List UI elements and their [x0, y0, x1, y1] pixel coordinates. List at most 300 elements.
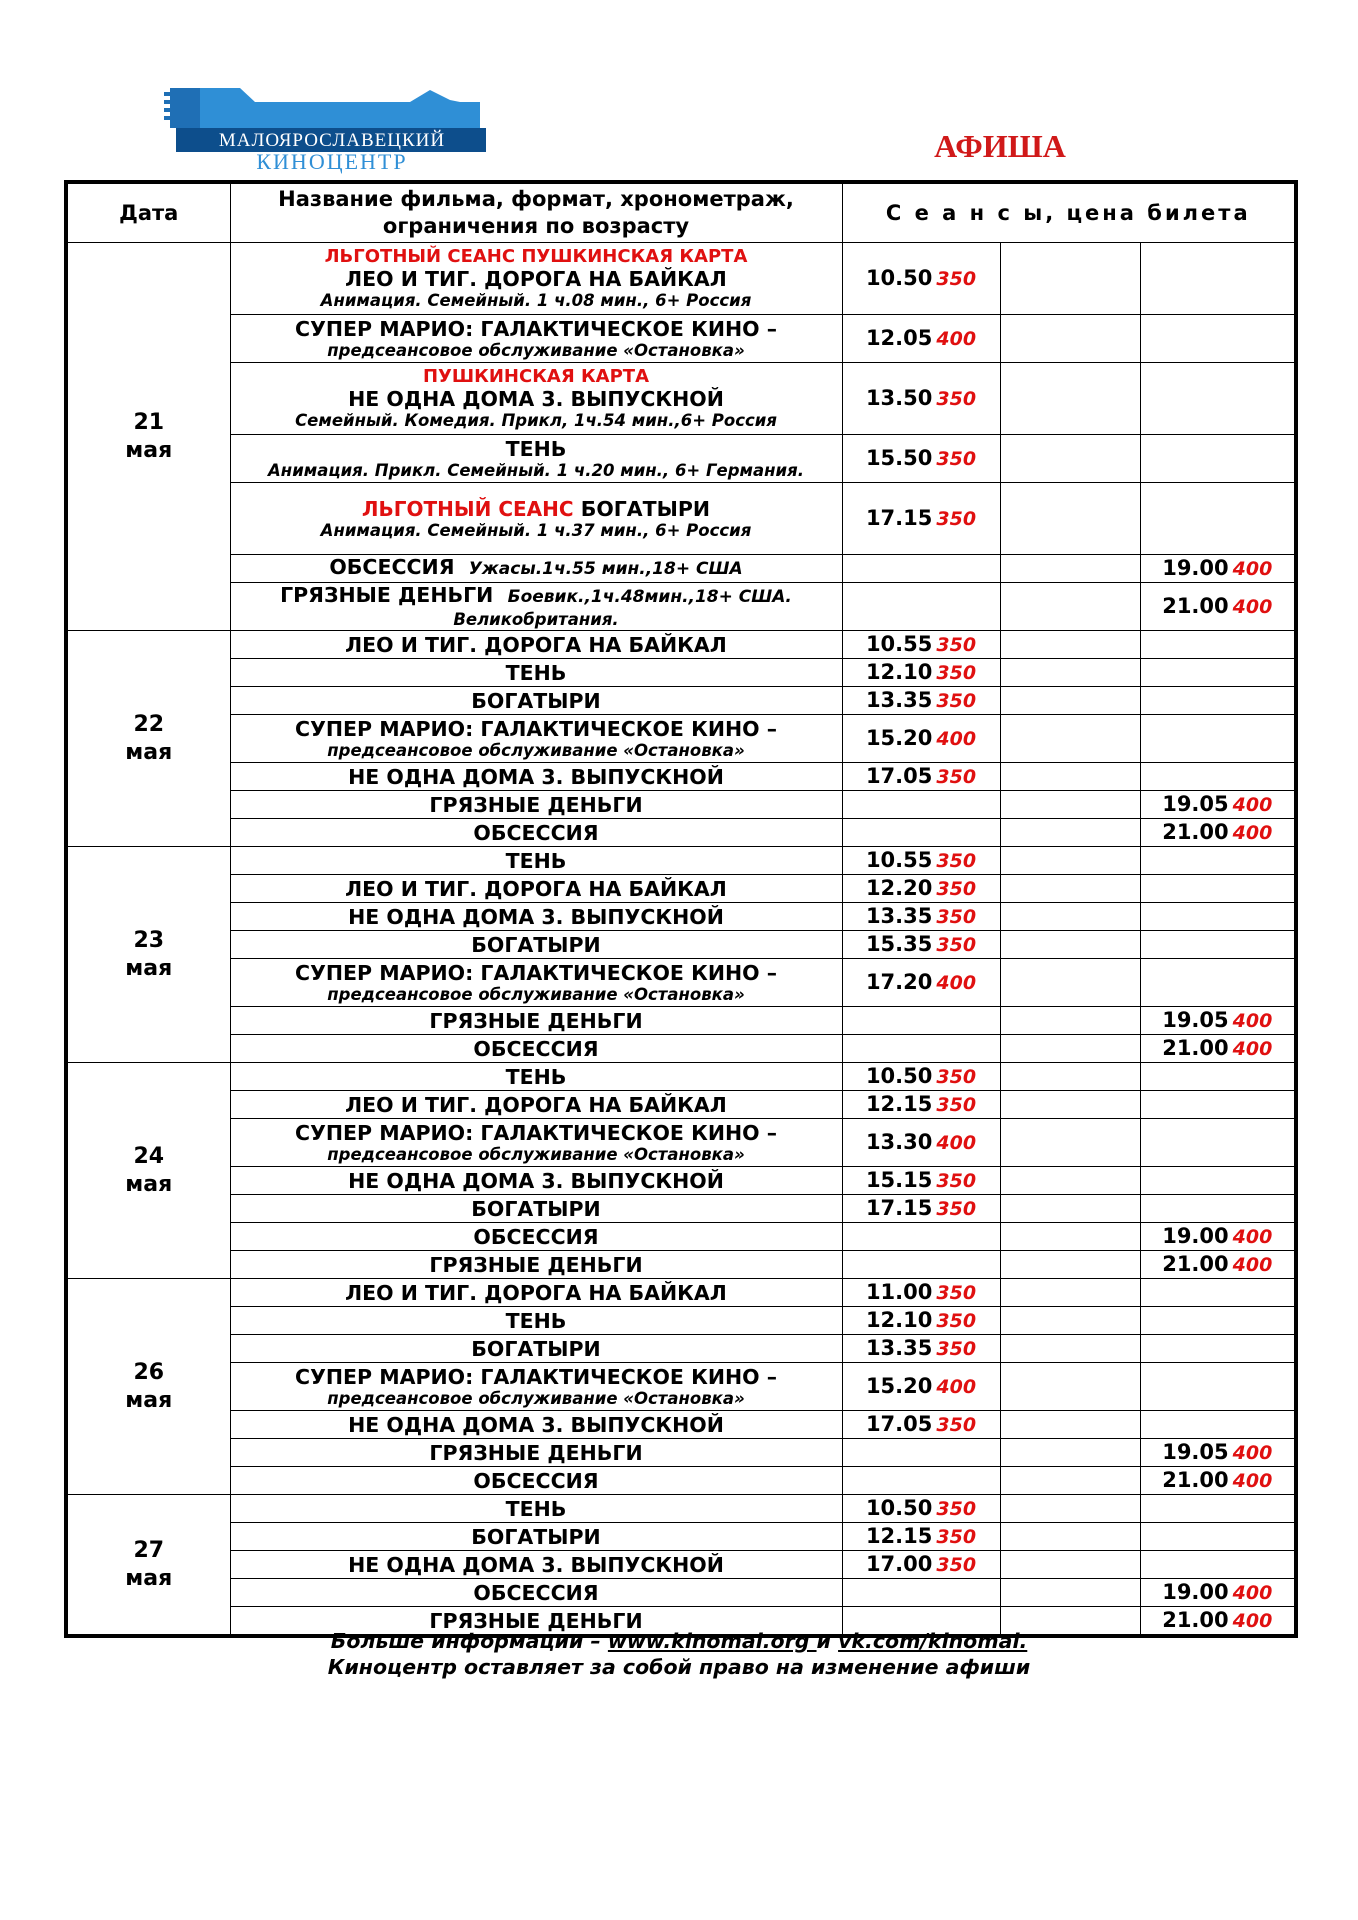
session-slot-1 — [842, 483, 1000, 555]
session-time: 19.05 — [1162, 1008, 1229, 1032]
schedule-row — [66, 1579, 1296, 1607]
session-slot-3 — [1140, 1091, 1296, 1119]
schedule-row — [66, 1467, 1296, 1495]
schedule-row — [66, 1167, 1296, 1195]
film-title: ОБСЕССИЯ — [473, 1224, 599, 1249]
session-time: 17.15 — [865, 1196, 933, 1220]
session-slot-3 — [1140, 1579, 1296, 1607]
film-promo-tag: ЛЬГОТНЫЙ СЕАНС ПУШКИНСКАЯ КАРТА — [324, 246, 748, 267]
day-date-cell — [66, 631, 230, 847]
session-slot-3 — [1140, 1495, 1296, 1523]
session-slot-3 — [1140, 1551, 1296, 1579]
session-time: 11.00 — [865, 1280, 933, 1304]
schedule-row — [66, 1195, 1296, 1223]
ticket-price: 400 — [1232, 1226, 1273, 1248]
day-number: 23 — [133, 927, 165, 953]
film-title: БОГАТЫРИ — [580, 496, 711, 521]
film-info: предсеансовое обслуживание «Остановка» — [327, 984, 745, 1004]
film-cell — [230, 243, 842, 315]
film-title: ГРЯЗНЫЕ ДЕНЬГИ — [429, 1440, 643, 1465]
film-title: СУПЕР МАРИО: ГАЛАКТИЧЕСКОЕ КИНО – — [295, 960, 777, 985]
session-slot-3 — [1140, 583, 1296, 631]
schedule-row — [66, 583, 1296, 631]
session-slot-1 — [842, 1091, 1000, 1119]
film-cell — [230, 791, 842, 819]
film-cell — [230, 1523, 842, 1551]
session-time: 19.00 — [1162, 1580, 1229, 1604]
schedule-row — [66, 819, 1296, 847]
session-slot-3 — [1140, 435, 1296, 483]
film-title-line — [233, 583, 840, 610]
day-date-cell — [66, 1495, 230, 1637]
schedule-row — [66, 555, 1296, 583]
day-month: мая — [125, 739, 173, 765]
schedule-row — [66, 315, 1296, 363]
session-slot-2 — [1000, 1167, 1140, 1195]
film-promo-tag: ЛЬГОТНЫЙ СЕАНС — [361, 496, 574, 521]
schedule-row — [66, 763, 1296, 791]
film-title: ГРЯЗНЫЕ ДЕНЬГИ — [429, 792, 643, 817]
schedule-row — [66, 243, 1296, 315]
schedule-row — [66, 1119, 1296, 1167]
film-cell — [230, 1195, 842, 1223]
film-cell — [230, 1063, 842, 1091]
session-slot-2 — [1000, 959, 1140, 1007]
session-slot-2 — [1000, 903, 1140, 931]
session-slot-3 — [1140, 1307, 1296, 1335]
ticket-price: 400 — [936, 1376, 977, 1398]
session-slot-1 — [842, 903, 1000, 931]
ticket-price: 350 — [936, 1338, 977, 1360]
film-title-line — [233, 555, 840, 582]
session-slot-3 — [1140, 959, 1296, 1007]
session-slot-3 — [1140, 315, 1296, 363]
film-info: Ужасы.1ч.55 мин.,18+ США — [468, 559, 743, 579]
film-info: предсеансовое обслуживание «Остановка» — [327, 1388, 745, 1408]
film-title: СУПЕР МАРИО: ГАЛАКТИЧЕСКОЕ КИНО – — [295, 1120, 777, 1145]
schedule-row — [66, 1363, 1296, 1411]
session-slot-2 — [1000, 931, 1140, 959]
logo-name-line: МАЛОЯРОСЛАВЕЦКИЙ — [218, 130, 446, 151]
session-slot-1 — [842, 1251, 1000, 1279]
film-info: Анимация. Семейный. 1 ч.37 мин., 6+ Россия — [320, 520, 752, 540]
session-time: 17.15 — [865, 506, 933, 530]
film-title: ТЕНЬ — [505, 660, 567, 685]
schedule-row — [66, 1007, 1296, 1035]
schedule-row — [66, 1411, 1296, 1439]
session-slot-3 — [1140, 687, 1296, 715]
schedule-row — [66, 435, 1296, 483]
film-cell — [230, 819, 842, 847]
session-slot-3 — [1140, 555, 1296, 583]
session-slot-1 — [842, 1223, 1000, 1251]
film-title: ЛЕО И ТИГ. ДОРОГА НА БАЙКАЛ — [345, 1092, 727, 1117]
film-cell — [230, 659, 842, 687]
day-number: 21 — [133, 409, 165, 435]
ticket-price: 350 — [936, 1414, 977, 1436]
film-title: ГРЯЗНЫЕ ДЕНЬГИ — [429, 1008, 643, 1033]
session-slot-1 — [842, 583, 1000, 631]
session-time: 12.15 — [865, 1524, 933, 1548]
session-slot-1 — [842, 875, 1000, 903]
film-cell — [230, 687, 842, 715]
session-slot-2 — [1000, 1195, 1140, 1223]
film-info: предсеансовое обслуживание «Остановка» — [327, 1144, 745, 1164]
day-month: мая — [125, 1565, 173, 1591]
ticket-price: 400 — [1232, 1582, 1273, 1604]
film-title: ГРЯЗНЫЕ ДЕНЬГИ — [429, 1608, 643, 1633]
day-date-cell — [66, 243, 230, 631]
film-cell — [230, 435, 842, 483]
session-slot-3 — [1140, 715, 1296, 763]
ticket-price: 400 — [1232, 596, 1273, 618]
ticket-price: 400 — [1232, 794, 1273, 816]
day-number: 27 — [133, 1537, 165, 1563]
session-slot-3 — [1140, 791, 1296, 819]
session-slot-2 — [1000, 763, 1140, 791]
session-time: 10.50 — [865, 1496, 933, 1520]
schedule-row — [66, 1335, 1296, 1363]
session-time: 12.10 — [865, 660, 933, 684]
schedule-row — [66, 715, 1296, 763]
schedule-row — [66, 1523, 1296, 1551]
schedule-row — [66, 1439, 1296, 1467]
ticket-price: 400 — [936, 1132, 977, 1154]
film-cell — [230, 1007, 842, 1035]
ticket-price: 350 — [936, 1526, 977, 1548]
session-time: 15.20 — [865, 726, 933, 750]
session-slot-2 — [1000, 243, 1140, 315]
session-time: 12.20 — [865, 876, 933, 900]
film-cell — [230, 583, 842, 631]
footer — [64, 1628, 1294, 1680]
ticket-price: 350 — [936, 508, 977, 530]
session-time: 12.05 — [865, 326, 933, 350]
session-time: 15.15 — [865, 1168, 933, 1192]
ticket-price: 350 — [936, 634, 977, 656]
ticket-price: 400 — [936, 972, 977, 994]
session-slot-2 — [1000, 1495, 1140, 1523]
film-promo-tag: ПУШКИНСКАЯ КАРТА — [422, 366, 650, 387]
day-number: 26 — [133, 1359, 165, 1385]
session-slot-1 — [842, 791, 1000, 819]
film-info: Анимация. Прикл. Семейный. 1 ч.20 мин., 6+ Германия. — [268, 460, 804, 480]
schedule-row — [66, 363, 1296, 435]
session-time: 19.00 — [1162, 556, 1229, 580]
schedule-row — [66, 631, 1296, 659]
session-slot-1 — [842, 715, 1000, 763]
ticket-price: 350 — [936, 878, 977, 900]
film-cell — [230, 931, 842, 959]
ticket-price: 400 — [1232, 1254, 1273, 1276]
session-slot-3 — [1140, 903, 1296, 931]
session-slot-3 — [1140, 875, 1296, 903]
session-time: 12.10 — [865, 1308, 933, 1332]
film-cell — [230, 1551, 842, 1579]
session-slot-2 — [1000, 555, 1140, 583]
session-slot-2 — [1000, 1439, 1140, 1467]
film-title: ТЕНЬ — [505, 848, 567, 873]
session-time: 17.00 — [865, 1552, 933, 1576]
session-slot-1 — [842, 1579, 1000, 1607]
session-slot-2 — [1000, 791, 1140, 819]
session-slot-2 — [1000, 1119, 1140, 1167]
day-month: мая — [125, 955, 173, 981]
film-cell — [230, 1223, 842, 1251]
session-slot-3 — [1140, 1223, 1296, 1251]
session-slot-3 — [1140, 1167, 1296, 1195]
session-time: 21.00 — [1162, 1608, 1229, 1632]
session-slot-2 — [1000, 687, 1140, 715]
film-title: ТЕНЬ — [505, 1064, 567, 1089]
film-title: СУПЕР МАРИО: ГАЛАКТИЧЕСКОЕ КИНО – — [295, 316, 777, 341]
schedule-row — [66, 791, 1296, 819]
film-title: НЕ ОДНА ДОМА 3. ВЫПУСКНОЙ — [348, 764, 724, 789]
page-title: АФИША — [934, 128, 1066, 164]
film-title: НЕ ОДНА ДОМА 3. ВЫПУСКНОЙ — [348, 1168, 724, 1193]
session-time: 13.30 — [865, 1130, 933, 1154]
session-slot-2 — [1000, 1251, 1140, 1279]
ticket-price: 350 — [936, 388, 977, 410]
session-slot-1 — [842, 1523, 1000, 1551]
session-slot-1 — [842, 1195, 1000, 1223]
vk-link[interactable]: vk.com/kinomal. — [838, 1629, 1028, 1653]
cinema-logo — [160, 80, 500, 174]
session-slot-2 — [1000, 1363, 1140, 1411]
session-time: 21.00 — [1162, 1252, 1229, 1276]
ticket-price: 350 — [936, 934, 977, 956]
film-cell — [230, 1439, 842, 1467]
film-title: БОГАТЫРИ — [471, 1196, 601, 1221]
film-title-line — [233, 497, 840, 521]
session-slot-1 — [842, 1551, 1000, 1579]
film-title: ТЕНЬ — [505, 1496, 567, 1521]
session-slot-2 — [1000, 1551, 1140, 1579]
session-slot-1 — [842, 1467, 1000, 1495]
session-time: 19.05 — [1162, 792, 1229, 816]
film-cell — [230, 1035, 842, 1063]
session-time: 13.35 — [865, 688, 933, 712]
film-cell — [230, 555, 842, 583]
session-slot-2 — [1000, 631, 1140, 659]
schedule-row — [66, 1091, 1296, 1119]
session-slot-3 — [1140, 1035, 1296, 1063]
ticket-price: 350 — [936, 1198, 977, 1220]
session-slot-1 — [842, 1279, 1000, 1307]
session-time: 12.15 — [865, 1092, 933, 1116]
ticket-price: 350 — [936, 1170, 977, 1192]
schedule-row — [66, 483, 1296, 555]
session-slot-1 — [842, 959, 1000, 1007]
session-slot-2 — [1000, 847, 1140, 875]
session-time: 19.00 — [1162, 1224, 1229, 1248]
session-slot-3 — [1140, 931, 1296, 959]
film-title: ЛЕО И ТИГ. ДОРОГА НА БАЙКАЛ — [345, 876, 727, 901]
schedule-row — [66, 659, 1296, 687]
session-slot-1 — [842, 1411, 1000, 1439]
session-slot-1 — [842, 931, 1000, 959]
schedule-row — [66, 931, 1296, 959]
film-cell — [230, 1411, 842, 1439]
session-time: 15.20 — [865, 1374, 933, 1398]
session-time: 17.05 — [865, 1412, 933, 1436]
session-time: 19.05 — [1162, 1440, 1229, 1464]
film-cell — [230, 959, 842, 1007]
schedule-row — [66, 903, 1296, 931]
session-slot-2 — [1000, 1063, 1140, 1091]
ticket-price: 350 — [936, 1310, 977, 1332]
schedule-row — [66, 1251, 1296, 1279]
session-slot-1 — [842, 819, 1000, 847]
film-cell — [230, 315, 842, 363]
session-slot-1 — [842, 1439, 1000, 1467]
film-title: СУПЕР МАРИО: ГАЛАКТИЧЕСКОЕ КИНО – — [295, 716, 777, 741]
session-slot-1 — [842, 1307, 1000, 1335]
session-slot-2 — [1000, 1411, 1140, 1439]
ticket-price: 350 — [936, 1066, 977, 1088]
session-slot-1 — [842, 1167, 1000, 1195]
session-slot-3 — [1140, 631, 1296, 659]
film-title: ЛЕО И ТИГ. ДОРОГА НА БАЙКАЛ — [345, 1280, 727, 1305]
website-link[interactable]: www.kinomal.org — [607, 1629, 817, 1653]
session-slot-1 — [842, 847, 1000, 875]
sessions-column-header: С е а н с ы, цена билета — [842, 182, 1296, 243]
day-number: 22 — [133, 711, 165, 737]
film-title: ГРЯЗНЫЕ ДЕНЬГИ — [429, 1252, 643, 1277]
session-slot-3 — [1140, 847, 1296, 875]
session-slot-3 — [1140, 1363, 1296, 1411]
film-title: ЛЕО И ТИГ. ДОРОГА НА БАЙКАЛ — [345, 267, 727, 291]
session-slot-3 — [1140, 1279, 1296, 1307]
schedule-table — [64, 180, 1294, 1638]
film-cell — [230, 763, 842, 791]
film-title: ЛЕО И ТИГ. ДОРОГА НА БАЙКАЛ — [345, 632, 727, 657]
session-slot-2 — [1000, 1091, 1140, 1119]
session-slot-1 — [842, 1363, 1000, 1411]
session-time: 13.35 — [865, 904, 933, 928]
film-title: ОБСЕССИЯ — [473, 1036, 599, 1061]
film-title: ТЕНЬ — [505, 436, 567, 461]
film-cell — [230, 1579, 842, 1607]
session-slot-2 — [1000, 875, 1140, 903]
film-title: СУПЕР МАРИО: ГАЛАКТИЧЕСКОЕ КИНО – — [295, 1364, 777, 1389]
day-date-cell — [66, 1063, 230, 1279]
film-cell — [230, 903, 842, 931]
film-cell — [230, 847, 842, 875]
ticket-price: 400 — [936, 328, 977, 350]
session-slot-3 — [1140, 1195, 1296, 1223]
film-info: Семейный. Комедия. Прикл, 1ч.54 мин.,6+ Россия — [295, 411, 777, 430]
day-month: мая — [125, 437, 173, 463]
footer-disclaimer: Киноцентр оставляет за собой право на изменение афиши — [327, 1655, 1031, 1679]
footer-conjunction: и — [816, 1629, 839, 1653]
ticket-price: 350 — [936, 448, 977, 470]
film-cell — [230, 363, 842, 435]
session-time: 13.35 — [865, 1336, 933, 1360]
session-slot-2 — [1000, 659, 1140, 687]
ticket-price: 400 — [1232, 1470, 1273, 1492]
schedule-row — [66, 1495, 1296, 1523]
film-cell — [230, 1335, 842, 1363]
film-title: БОГАТЫРИ — [471, 1336, 601, 1361]
session-time: 21.00 — [1162, 594, 1229, 618]
session-slot-2 — [1000, 1523, 1140, 1551]
footer-info-line — [64, 1628, 1294, 1654]
session-slot-3 — [1140, 1119, 1296, 1167]
schedule-row — [66, 1035, 1296, 1063]
session-slot-2 — [1000, 1035, 1140, 1063]
session-slot-3 — [1140, 1439, 1296, 1467]
film-title: ГРЯЗНЫЕ ДЕНЬГИ — [280, 583, 494, 607]
ticket-price: 400 — [1232, 558, 1273, 580]
session-slot-2 — [1000, 819, 1140, 847]
session-time: 10.50 — [865, 1064, 933, 1088]
session-slot-1 — [842, 763, 1000, 791]
ticket-price: 400 — [936, 728, 977, 750]
session-slot-1 — [842, 1119, 1000, 1167]
session-slot-1 — [842, 1495, 1000, 1523]
session-time: 10.55 — [865, 632, 933, 656]
film-cell — [230, 1467, 842, 1495]
schedule-row — [66, 1551, 1296, 1579]
session-slot-2 — [1000, 1579, 1140, 1607]
film-cell — [230, 875, 842, 903]
film-title: БОГАТЫРИ — [471, 932, 601, 957]
session-slot-2 — [1000, 583, 1140, 631]
session-slot-1 — [842, 687, 1000, 715]
session-slot-1 — [842, 435, 1000, 483]
session-slot-3 — [1140, 1523, 1296, 1551]
session-slot-1 — [842, 1007, 1000, 1035]
session-slot-2 — [1000, 483, 1140, 555]
logo-subtitle-line: КИНОЦЕНТР — [256, 149, 408, 174]
film-info: Великобритания. — [453, 610, 619, 629]
session-time: 17.20 — [865, 970, 933, 994]
session-slot-3 — [1140, 819, 1296, 847]
schedule-row — [66, 687, 1296, 715]
session-slot-3 — [1140, 1467, 1296, 1495]
film-title: НЕ ОДНА ДОМА 3. ВЫПУСКНОЙ — [348, 1412, 724, 1437]
schedule-row — [66, 875, 1296, 903]
session-slot-1 — [842, 363, 1000, 435]
session-slot-3 — [1140, 1335, 1296, 1363]
session-slot-1 — [842, 631, 1000, 659]
session-slot-3 — [1140, 1251, 1296, 1279]
session-slot-1 — [842, 1335, 1000, 1363]
footer-info-prefix: Больше информации – — [330, 1629, 608, 1653]
schedule-row — [66, 1307, 1296, 1335]
film-cell — [230, 1167, 842, 1195]
day-date-cell — [66, 1279, 230, 1495]
session-time: 10.50 — [865, 266, 933, 290]
session-slot-3 — [1140, 243, 1296, 315]
session-slot-1 — [842, 243, 1000, 315]
film-cell — [230, 631, 842, 659]
session-slot-3 — [1140, 483, 1296, 555]
ticket-price: 400 — [1232, 1038, 1273, 1060]
film-title: ОБСЕССИЯ — [473, 820, 599, 845]
session-slot-1 — [842, 1035, 1000, 1063]
session-time: 17.05 — [865, 764, 933, 788]
ticket-price: 400 — [1232, 1010, 1273, 1032]
session-slot-2 — [1000, 1007, 1140, 1035]
session-slot-3 — [1140, 1063, 1296, 1091]
film-column-header: Название фильма, формат, хронометраж, ограничения по возрасту — [230, 182, 842, 243]
ticket-price: 350 — [936, 850, 977, 872]
session-time: 21.00 — [1162, 820, 1229, 844]
session-slot-1 — [842, 315, 1000, 363]
film-info: предсеансовое обслуживание «Остановка» — [327, 340, 745, 360]
